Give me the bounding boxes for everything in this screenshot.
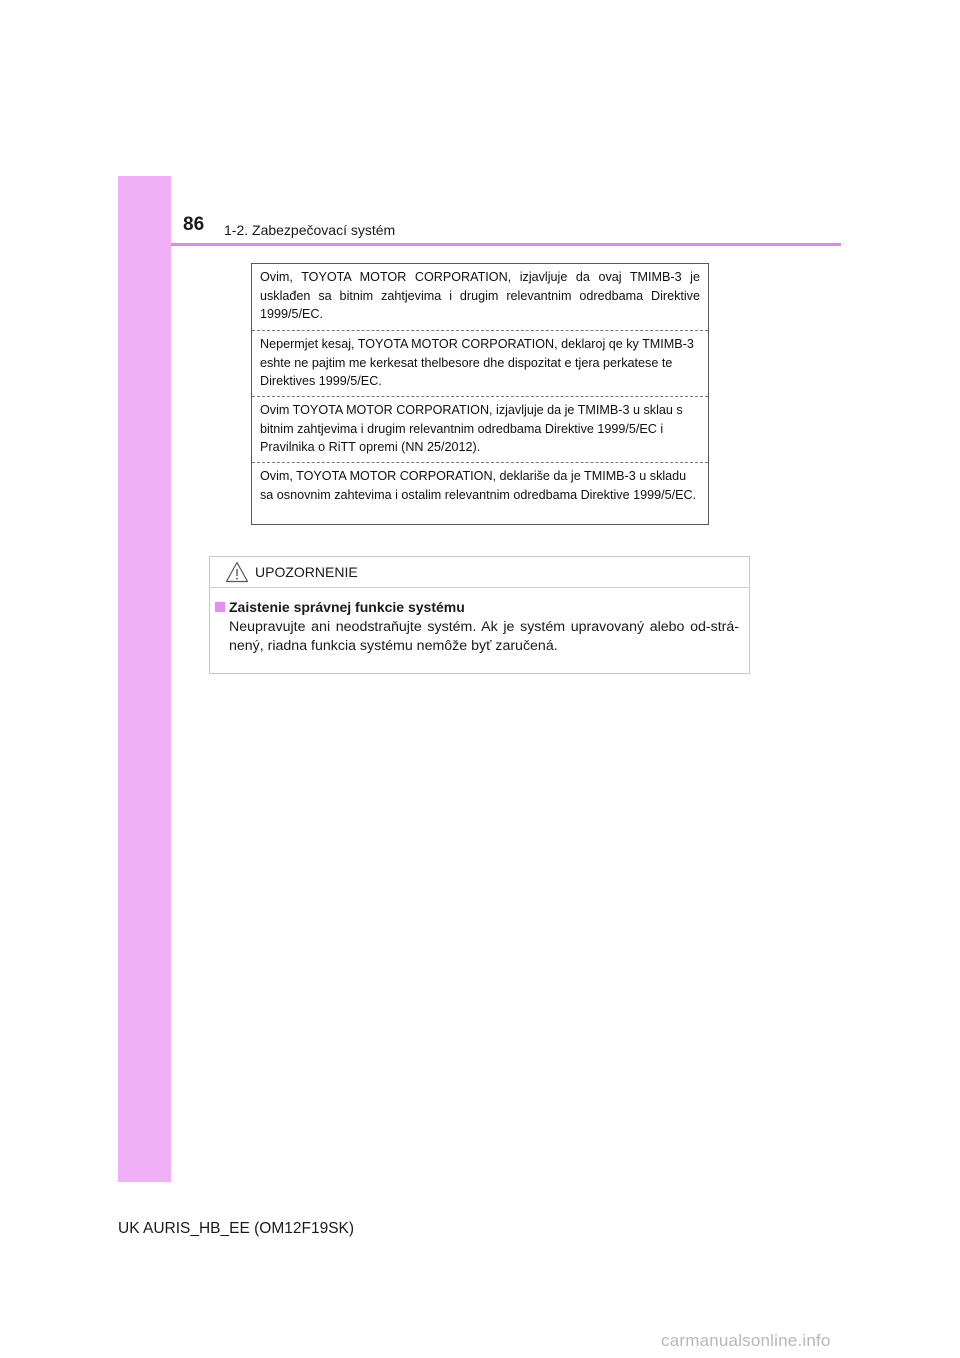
warning-item-title: Zaistenie správnej funkcie systému xyxy=(229,599,465,615)
square-bullet-icon xyxy=(215,602,225,612)
declaration-row: Nepermjet kesaj, TOYOTA MOTOR CORPORATION, deklaroj qe ky TMIMB-3 eshte ne pajtim me kerkesat thelbesore dhe dispozitat e tjera perkatese te Direktives 1999/5/EC. xyxy=(252,330,708,396)
warning-box xyxy=(209,556,750,674)
warning-item-heading xyxy=(215,598,739,618)
warning-item-text: Neupravujte ani neodstraňujte systém. Ak je systém upravovaný alebo od-stránený, riadna funkcia systému nemôže byť zaručená. xyxy=(229,619,739,654)
footer-model-code: UK AURIS_HB_EE (OM12F19SK) xyxy=(118,1220,355,1237)
side-color-strip xyxy=(118,176,171,1182)
declaration-row: Ovim TOYOTA MOTOR CORPORATION, izjavljuje da je TMIMB-3 u sklau s bitnim zahtjevima i drugim relevantnim odredbama Direktive 1999/5/EC i Pravilnika o RiTT opremi (NN 25/2012). xyxy=(252,396,708,462)
declaration-row: Ovim, TOYOTA MOTOR CORPORATION, izjavljuje da ovaj TMIMB-3 je usklađen sa bitnim zahtjevima i drugim relevantnim odredbama Direktive 1999/5/EC. xyxy=(260,270,700,321)
warning-header xyxy=(210,557,749,588)
warning-triangle-icon xyxy=(225,561,249,583)
header-divider xyxy=(171,243,841,246)
declaration-row: Ovim, TOYOTA MOTOR CORPORATION, deklariše da je TMIMB-3 u skladu sa osnovnim zahtevima i ostalim relevantnim odredbama Direktive 1999/5/EC. xyxy=(252,462,708,524)
watermark: carmanualsonline.info xyxy=(661,1331,831,1350)
warning-title: UPOZORNENIE xyxy=(255,564,358,580)
declaration-table xyxy=(251,263,709,525)
page-number: 86 xyxy=(183,214,205,235)
warning-body xyxy=(210,588,749,656)
section-title: 1-2. Zabezpečovací systém xyxy=(224,222,396,238)
